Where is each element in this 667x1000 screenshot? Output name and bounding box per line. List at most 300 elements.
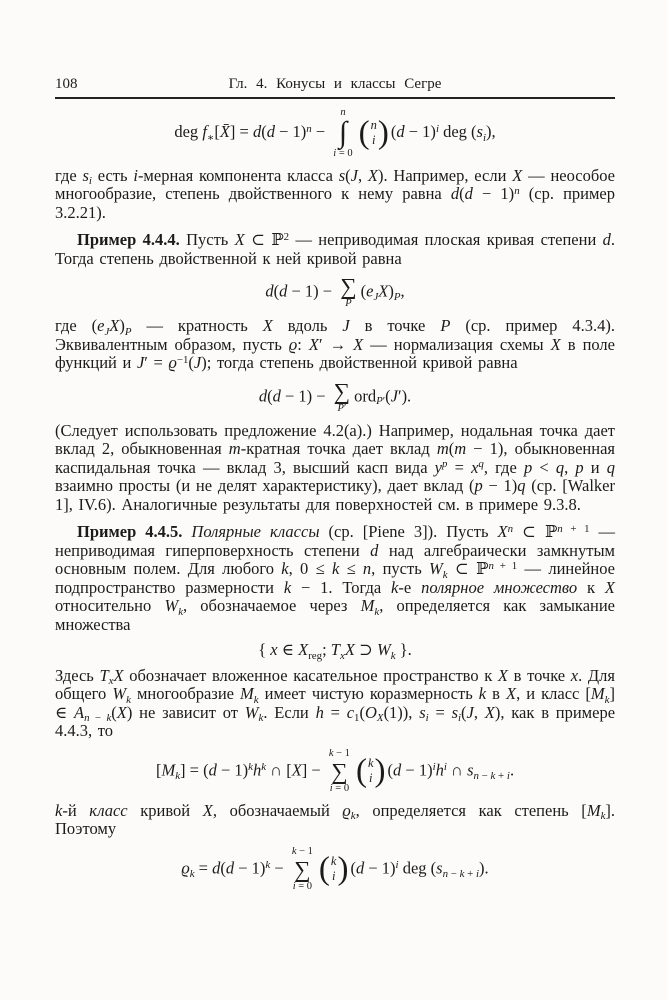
text: + 1 — [493, 559, 518, 572]
bold-text: Пример 4.4.4. — [77, 230, 180, 250]
subscript — [125, 326, 132, 338]
math-italic-text: X — [234, 230, 245, 250]
superscript — [488, 560, 517, 572]
superscript — [478, 458, 483, 470]
text: }. — [395, 640, 412, 660]
text: − 1) — [234, 858, 266, 878]
math-italic-text: d — [252, 122, 262, 142]
math-italic-text: J — [104, 325, 110, 338]
binomial-top — [331, 854, 337, 869]
text: ), как в примере 4.4.3, то — [55, 702, 616, 741]
math-italic-text: X — [497, 665, 508, 685]
text: : — [297, 334, 309, 354]
math-italic-text: J — [350, 165, 358, 185]
math-italic-text: J — [466, 702, 474, 722]
math-italic-text: k — [330, 854, 337, 869]
subscript — [109, 675, 114, 687]
text: − 1) − — [287, 281, 337, 301]
math-italic-text: ϱ — [342, 800, 351, 820]
text: = — [194, 858, 213, 878]
superscript — [444, 761, 447, 773]
left-paren: ( — [358, 115, 370, 152]
math-italic-text: X — [550, 334, 561, 354]
text: ( — [111, 702, 117, 722]
text: — неособое многообразие, степень двойственного к нему равна — [55, 165, 615, 204]
binomial-stack — [367, 756, 375, 786]
sigma-sign: ∑ — [331, 758, 348, 784]
math-italic-text: i — [133, 165, 138, 185]
text: = — [447, 457, 472, 477]
subscript — [443, 569, 448, 581]
subscript — [443, 868, 479, 880]
text: − 1. Тогда — [291, 577, 392, 597]
math-italic-text: h — [435, 760, 444, 780]
text: . Для общего — [55, 665, 615, 704]
text: имеет чистую коразмерность — [258, 684, 479, 704]
text: , пусть — [371, 559, 430, 579]
text: [ — [214, 122, 220, 142]
math-italic-text: k — [281, 559, 289, 579]
text: ( — [448, 439, 455, 459]
binomial-stack — [330, 854, 338, 884]
paragraph-example-4-4-5 — [55, 523, 615, 634]
page-header — [55, 76, 615, 93]
binomial-coefficient — [355, 753, 386, 790]
math-italic-text: n — [370, 118, 377, 133]
text: = 0 — [295, 880, 313, 892]
math-italic-text: i — [443, 760, 447, 773]
text: , обозначаемый — [212, 800, 343, 820]
subscript — [605, 694, 610, 706]
sigma-sign: ∑ — [294, 856, 311, 882]
right-paren: ) — [377, 115, 389, 152]
text: − 1 — [296, 845, 313, 857]
text: взаимно просты (и не делят характеристику), дает вклад ( — [55, 476, 475, 496]
text: ) — [388, 281, 394, 301]
text: ); тогда степень двойственной кривой равна — [201, 353, 518, 373]
binomial-stack — [370, 118, 378, 148]
text: ⊂ ℙ — [244, 230, 284, 250]
math-italic-text: k — [248, 760, 253, 773]
math-italic-text: k — [291, 845, 297, 857]
math-italic-text: X — [113, 665, 124, 685]
math-italic-text: p — [474, 476, 483, 496]
text: вдоль — [272, 316, 343, 336]
subscript — [373, 291, 378, 303]
text: ⊃ — [354, 640, 377, 660]
math-italic-text: i — [506, 769, 510, 782]
paragraph-k-th-class — [55, 802, 615, 839]
text: − 1) — [404, 122, 436, 142]
subscript — [394, 291, 401, 303]
math-italic-text: P — [337, 402, 344, 414]
text: − 1) — [401, 760, 433, 780]
math-italic-text: f — [202, 122, 207, 142]
math-italic-text: n — [306, 122, 312, 135]
text: ( — [188, 353, 194, 373]
math-italic-text: s — [436, 858, 443, 878]
text: − 1) — [364, 858, 396, 878]
text: , где — [483, 457, 524, 477]
math-italic-text: d — [265, 281, 274, 301]
text: -й — [62, 800, 90, 820]
right-paren: ) — [337, 851, 349, 888]
math-italic-text: x — [471, 457, 479, 477]
math-italic-text: d — [258, 386, 268, 405]
paragraph-multiplicity-remark — [55, 317, 615, 373]
text: — линейное подпространство размерности — [55, 559, 615, 597]
text: ). — [479, 858, 489, 878]
math-italic-text: e — [366, 281, 374, 301]
math-italic-text: P — [393, 290, 401, 303]
text: ; — [322, 640, 331, 660]
subscript — [351, 810, 356, 822]
math-italic-text: X — [367, 165, 378, 185]
text: reg — [308, 649, 323, 662]
text: кривой — [127, 800, 203, 820]
superscript — [557, 523, 589, 535]
text: (Следует использовать предложение 4.2(а).) Например, нодальная точка дает вклад 2, обыкновенная — [55, 420, 615, 459]
subscript — [104, 326, 109, 338]
text: ′ = — [144, 353, 169, 373]
subscript — [354, 712, 359, 724]
math-italic-text: d — [355, 858, 365, 878]
math-italic-text: k — [265, 858, 271, 871]
math-italic-text: k — [459, 867, 465, 880]
math-italic-text: k — [328, 747, 334, 759]
text: где — [55, 165, 83, 185]
math-italic-text: i — [435, 122, 439, 135]
math-italic-text: X — [604, 577, 615, 597]
text: 1 — [354, 712, 360, 725]
math-italic-text: P — [124, 325, 132, 338]
math-italic-text: s — [419, 702, 426, 722]
subscript — [126, 694, 131, 706]
text: , и класс [ — [516, 684, 591, 704]
binomial-bottom — [332, 869, 335, 884]
math-italic-text: n — [442, 867, 448, 880]
lower-limit — [338, 403, 347, 415]
text: (ср. [Walker 1], IV.6). Аналогичные результаты для поверхностей см. в примере 9.3.8. — [55, 476, 615, 514]
math-italic-text: полярное множество — [421, 577, 578, 597]
binomial-bottom — [372, 133, 375, 148]
math-italic-text: h — [252, 760, 262, 780]
subscript — [84, 712, 111, 724]
text: -е — [398, 577, 422, 597]
text: есть — [91, 165, 134, 185]
math-italic-text: X — [512, 165, 523, 185]
math-italic-text: P — [440, 316, 451, 336]
math-italic-text: k — [490, 769, 496, 782]
text: Здесь — [55, 665, 100, 685]
text: − 1) − — [280, 386, 330, 405]
sum-operator — [329, 748, 350, 795]
text: deg ( — [398, 858, 437, 878]
math-italic-text: n — [340, 107, 346, 118]
math-italic-text: k — [55, 800, 63, 820]
text: ( — [267, 386, 273, 405]
text: ( — [387, 760, 394, 780]
subscript — [426, 712, 429, 724]
text: = 0 — [332, 782, 350, 794]
text: над алгебраически замкнутым основным полем. Для любого — [55, 540, 615, 579]
math-italic-text: J — [342, 316, 350, 336]
superscript — [265, 859, 270, 871]
text: , — [357, 165, 368, 185]
binomial-top — [371, 118, 377, 133]
text: ] = — [229, 122, 253, 142]
math-italic-text: Полярные классы — [191, 522, 320, 542]
subscript — [190, 868, 195, 880]
lower-limit — [345, 298, 351, 310]
running-head: Гл. 4. Конусы и классы Сегре — [228, 76, 442, 92]
text: ∩ [ — [266, 760, 292, 780]
math-italic-text: J — [193, 353, 202, 373]
math-italic-text: k — [600, 810, 606, 823]
math-italic-text: i — [88, 175, 92, 188]
math-italic-text: M — [161, 760, 176, 780]
superscript — [396, 859, 399, 871]
math-italic-text: X — [497, 522, 508, 542]
math-italic-text: X — [506, 684, 517, 704]
superscript — [514, 185, 519, 197]
math-italic-text: d — [212, 858, 221, 878]
formula-k-th-class-degree — [55, 846, 615, 893]
superscript — [436, 123, 439, 135]
text: в — [486, 684, 506, 704]
math-italic-text: X — [344, 640, 355, 660]
text: − — [448, 867, 460, 880]
math-italic-text: q — [606, 457, 615, 477]
text: . Тогда степень двойственной к ней кривой равна — [55, 230, 616, 268]
text: , 0 ≤ — [288, 559, 332, 579]
text: deg ( — [438, 122, 477, 142]
math-italic-text: O — [364, 702, 377, 722]
math-italic-text: i — [368, 771, 373, 786]
math-italic-text: d — [450, 184, 460, 204]
math-italic-text: n — [84, 712, 90, 725]
math-italic-text: M — [360, 596, 375, 616]
math-italic-text: n — [514, 184, 520, 197]
math-italic-text: M — [590, 684, 605, 704]
paragraph-contribution-examples — [55, 422, 615, 515]
math-italic-text: k — [374, 605, 380, 618]
paragraph-tangent-space-remark — [55, 667, 615, 741]
math-italic-text: i — [395, 858, 399, 871]
text: ⊂ ℙ — [447, 559, 489, 579]
text: ( — [360, 281, 367, 301]
subscript — [175, 770, 180, 782]
text: 2 — [283, 230, 290, 243]
text: , определяется как замыкание множества — [55, 596, 615, 634]
math-italic-text: q — [517, 476, 526, 496]
page-number: 108 — [55, 76, 78, 92]
superscript — [284, 231, 289, 243]
math-italic-text: x — [108, 675, 114, 688]
superscript — [177, 354, 189, 366]
math-italic-text: X — [308, 334, 319, 354]
subscript — [254, 694, 259, 706]
text: . — [509, 760, 515, 780]
bold-text: Пример 4.4.5. — [77, 522, 183, 542]
right-paren: ) — [374, 753, 386, 790]
math-italic-text: m — [454, 439, 467, 459]
integral-sign: ∫ — [338, 116, 348, 150]
integral-operator — [333, 107, 352, 160]
math-italic-text: J — [136, 353, 145, 373]
text: − 1) — [482, 476, 518, 496]
sigma-sign: ∑ — [333, 378, 351, 404]
subscript — [89, 175, 92, 187]
formula-degree-of-dual-variety — [55, 107, 615, 160]
math-italic-text: k — [178, 605, 184, 618]
math-italic-text: класс — [89, 800, 128, 820]
math-italic-text: ϱ — [181, 858, 190, 878]
subscript — [473, 770, 509, 782]
subscript — [207, 132, 214, 144]
math-italic-text: k — [189, 867, 195, 880]
text: ′ → — [318, 334, 354, 354]
math-italic-text: i — [331, 869, 336, 884]
math-italic-text: i — [333, 147, 337, 159]
text: ′ — [343, 402, 347, 414]
math-italic-text: n — [507, 522, 514, 535]
math-italic-text: X̄ — [219, 122, 230, 142]
text: — неприводимая плоская кривая степени — [289, 230, 603, 250]
math-italic-text: k — [442, 568, 448, 581]
superscript — [306, 123, 311, 135]
math-italic-text: p — [575, 457, 584, 477]
text: − — [478, 769, 491, 782]
text: ( — [385, 386, 391, 405]
math-italic-text: M — [240, 684, 254, 704]
paragraph-example-4-4-4 — [55, 231, 615, 268]
text: , — [564, 457, 576, 477]
math-italic-text: A — [74, 702, 85, 722]
text: ⊂ ℙ — [513, 522, 558, 542]
text: + — [464, 867, 476, 880]
sum-operator — [340, 275, 356, 310]
text: Пусть — [179, 230, 235, 250]
text: − 1), обыкновенная каспидальная точка — вклад 3, высший касп вида — [55, 439, 616, 477]
text: = — [323, 702, 347, 722]
text: < — [532, 457, 556, 477]
text: , — [400, 281, 405, 301]
math-italic-text: i — [482, 131, 486, 144]
superscript — [433, 761, 436, 773]
math-italic-text: P — [345, 298, 352, 310]
math-italic-text: ϱ — [288, 334, 298, 354]
math-italic-text: k — [258, 712, 264, 725]
header-rule — [55, 97, 615, 99]
text: ( — [461, 702, 467, 722]
text: − 1 — [333, 747, 350, 759]
binomial-coefficient — [318, 851, 349, 888]
math-italic-text: X — [109, 316, 120, 336]
math-italic-text: M — [586, 800, 601, 820]
math-italic-text: q — [555, 457, 565, 477]
subscript — [601, 810, 606, 822]
math-italic-text: k — [126, 693, 131, 706]
math-italic-text: s — [82, 165, 89, 185]
text: в поле функций и — [55, 334, 615, 373]
math-italic-text: i — [475, 867, 480, 880]
text: ( — [261, 122, 267, 142]
math-italic-text: i — [458, 712, 462, 725]
text: где ( — [55, 316, 98, 336]
text: deg — [174, 122, 203, 142]
math-italic-text: J — [373, 290, 379, 303]
math-italic-text: i — [292, 880, 296, 892]
math-italic-text: W — [244, 702, 259, 722]
text: (1)), — [383, 702, 420, 722]
text: ( — [345, 165, 351, 185]
math-italic-text: k — [604, 693, 610, 706]
text: — кратность — [131, 316, 263, 336]
text: ( — [390, 122, 397, 142]
math-italic-text: c — [346, 702, 355, 722]
sum-operator — [334, 380, 350, 415]
lower-limit — [333, 148, 352, 160]
text: ( — [273, 281, 280, 301]
text: ] ∈ — [55, 684, 615, 722]
text: ( — [359, 702, 365, 722]
math-italic-text: d — [393, 760, 402, 780]
upper-limit — [329, 748, 350, 760]
math-italic-text: k — [478, 684, 487, 704]
superscript — [508, 523, 513, 535]
math-italic-text: s — [476, 122, 483, 142]
text: ). Например, если — [378, 165, 513, 185]
math-italic-text: y — [434, 457, 442, 477]
subscript — [374, 606, 379, 618]
math-italic-text: k — [261, 760, 267, 773]
math-italic-text: d — [279, 281, 288, 301]
math-italic-text: X — [484, 702, 495, 722]
text: ∗ — [206, 131, 215, 144]
formula-normalization-dual-degree — [55, 380, 615, 415]
math-italic-text: x — [339, 649, 345, 662]
text: − — [270, 858, 288, 878]
math-italic-text: d — [464, 184, 473, 204]
subscript — [259, 712, 264, 724]
math-italic-text: k — [175, 769, 181, 782]
math-italic-text: q — [478, 458, 484, 471]
math-italic-text: W — [164, 596, 179, 616]
math-italic-text: k — [367, 756, 374, 771]
math-italic-text: X — [116, 702, 127, 722]
math-italic-text: X — [353, 334, 364, 354]
text: − 1) — [472, 184, 515, 204]
math-italic-text: W — [429, 559, 443, 579]
math-italic-text: k — [106, 712, 112, 725]
math-italic-text: T — [330, 640, 340, 660]
math-italic-text: n — [362, 559, 372, 579]
math-italic-text: s — [467, 760, 474, 780]
math-italic-text: X — [298, 640, 309, 660]
math-italic-text: i — [432, 760, 436, 773]
math-italic-text: T — [99, 665, 109, 685]
math-italic-text: k — [253, 693, 259, 706]
math-italic-text: X — [291, 760, 302, 780]
text: ≤ — [339, 559, 363, 579]
subscript — [458, 712, 461, 724]
math-italic-text: W — [376, 640, 391, 660]
text: -кратная точка дает вклад — [240, 439, 437, 459]
math-italic-text: k — [350, 810, 356, 823]
left-paren: ( — [318, 851, 330, 888]
text: −1 — [176, 353, 189, 366]
